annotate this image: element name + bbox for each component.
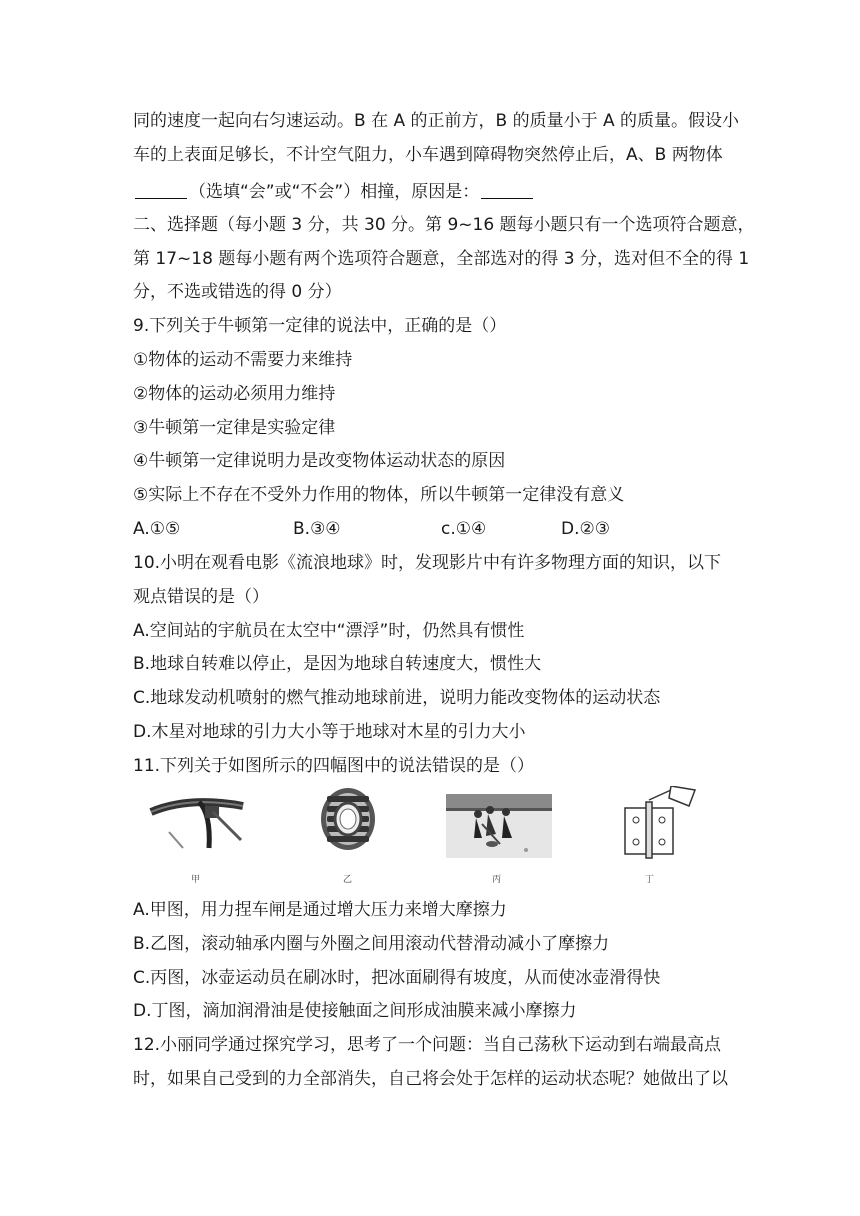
- q11-option-b[interactable]: B.乙图，滚动轴承内圈与外圈之间用滚动代替滑动减小了摩擦力: [133, 934, 610, 954]
- text-line: （选填“会”或“不会”）相撞，原因是：: [189, 182, 480, 202]
- answer-blank-1[interactable]: [135, 181, 187, 199]
- caption-bing: 丙: [492, 875, 502, 885]
- q9-option-b[interactable]: B.③④: [293, 519, 341, 539]
- ball-bearing-figure: [319, 786, 377, 852]
- curling-figure: [446, 794, 552, 858]
- statement-5: ⑤实际上不存在不受外力作用的物体，所以牛顿第一定律没有意义: [133, 485, 625, 505]
- figure-row: [133, 786, 733, 886]
- question-12-stem: 12.小丽同学通过探究学习，思考了一个问题：当自己荡秋下运动到右端最高点: [133, 1035, 722, 1055]
- caption-ding: 丁: [645, 875, 655, 885]
- text-line: 第 17~18 题每小题有两个选项符合题意，全部选对的得 3 分，选对但不全的得 1: [133, 249, 750, 269]
- q10-option-a[interactable]: A.空间站的宇航员在太空中“漂浮”时，仍然具有惯性: [133, 621, 525, 641]
- q11-option-a[interactable]: A.甲图，用力捏车闸是通过增大压力来增大摩擦力: [133, 900, 507, 920]
- text-line: 车的上表面足够长，不计空气阻力，小车遇到障碍物突然停止后，A、B 两物体: [133, 145, 723, 165]
- fill-in-line: [133, 181, 535, 202]
- answer-blank-2[interactable]: [481, 181, 533, 199]
- section-heading: 二、选择题（每小题 3 分，共 30 分。第 9~16 题每小题只有一个选项符合题意，: [133, 215, 755, 235]
- question-9-stem: 9.下列关于牛顿第一定律的说法中，正确的是（）: [133, 316, 507, 336]
- question-12-stem-cont: 时，如果自己受到的力全部消失，自己将会处于怎样的运动状态呢？她做出了以: [133, 1069, 728, 1089]
- q10-option-c[interactable]: C.地球发动机喷射的燃气推动地球前进，说明力能改变物体的运动状态: [133, 688, 661, 708]
- q9-option-d[interactable]: D.②③: [561, 519, 610, 539]
- q11-option-d[interactable]: D.丁图，滴加润滑油是使接触面之间形成油膜来减小摩擦力: [133, 1001, 577, 1021]
- question-11-stem: 11.下列关于如图所示的四幅图中的说法错误的是（）: [133, 756, 535, 776]
- caption-jia: 甲: [191, 875, 201, 885]
- statement-4: ④牛顿第一定律说明力是改变物体运动状态的原因: [133, 451, 506, 471]
- statement-3: ③牛顿第一定律是实验定律: [133, 418, 336, 438]
- q11-option-c[interactable]: C.丙图，冰壶运动员在刷冰时，把冰面刷得有坡度，从而使冰壶滑得快: [133, 968, 661, 988]
- q9-option-c[interactable]: c.①④: [441, 519, 487, 539]
- question-10-stem-cont: 观点错误的是（）: [133, 587, 269, 607]
- text-line: 分，不选或错选的得 0 分）: [133, 282, 342, 302]
- bike-brake-figure: [149, 792, 245, 852]
- question-10-stem: 10.小明在观看电影《流浪地球》时，发现影片中有许多物理方面的知识，以下: [133, 553, 722, 573]
- q9-option-a[interactable]: A.①⑤: [133, 519, 181, 539]
- text-line: 同的速度一起向右匀速运动。B 在 A 的正前方，B 的质量小于 A 的质量。假设小: [133, 111, 740, 131]
- hinge-oil-figure: [619, 786, 699, 864]
- q10-option-d[interactable]: D.木星对地球的引力大小等于地球对木星的引力大小: [133, 722, 526, 742]
- q10-option-b[interactable]: B.地球自转难以停止，是因为地球自转速度大，惯性大: [133, 654, 542, 674]
- caption-yi: 乙: [343, 875, 353, 885]
- statement-2: ②物体的运动必须用力维持: [133, 384, 336, 404]
- statement-1: ①物体的运动不需要力来维持: [133, 350, 353, 370]
